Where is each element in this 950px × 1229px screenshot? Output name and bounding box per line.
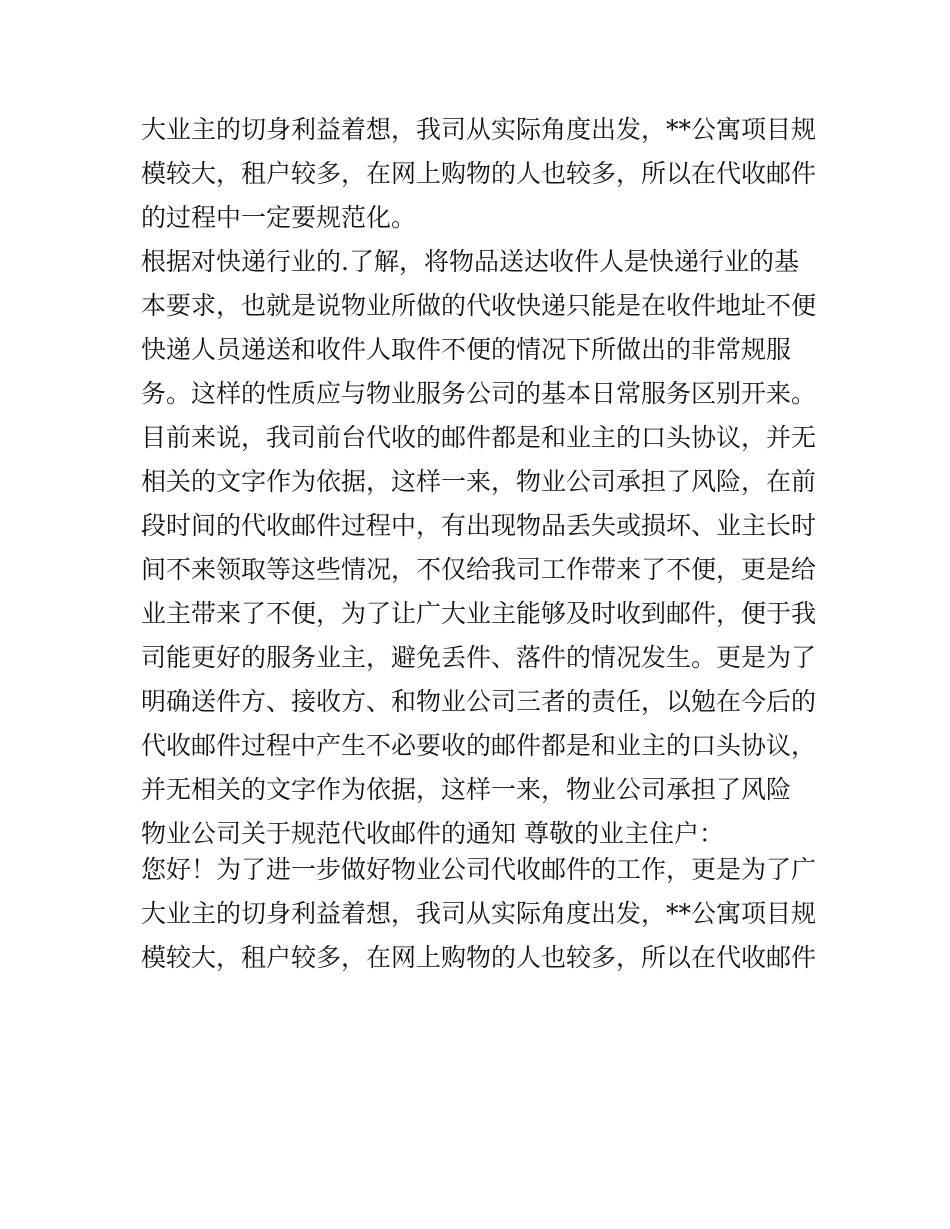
document-body: [141, 108, 821, 980]
text-line: 的过程中一定要规范化。: [141, 203, 417, 232]
text-line: 代收邮件过程中产生不必要收的邮件都是和业主的口头协议，: [141, 731, 817, 760]
notice-title-line: 物业公司关于规范代收邮件的通知 尊敬的业主住户：: [141, 819, 724, 848]
greeting-line: 您好！为了进一步做好物业公司代收邮件的工作，更是为了广: [141, 855, 817, 884]
text-line: 段时间的代收邮件过程中，有出现物品丢失或损坏、业主长时: [141, 511, 817, 540]
text-line: 目前来说，我司前台代收的邮件都是和业主的口头协议，并无: [141, 423, 817, 452]
text-line: 相关的文字作为依据，这样一来，物业公司承担了风险，在前: [141, 467, 817, 496]
text-line: 并无相关的文字作为依据，这样一来，物业公司承担了风险: [141, 775, 792, 804]
text-line: 业主带来了不便，为了让广大业主能够及时收到邮件，便于我: [141, 599, 817, 628]
text-line: 明确送件方、接收方、和物业公司三者的责任，以勉在今后的: [141, 687, 817, 716]
text-line: 大业主的切身利益着想，我司从实际角度出发，**公寓项目规: [141, 115, 817, 144]
text-line: 务。这样的性质应与物业服务公司的基本日常服务区别开来。: [141, 379, 817, 408]
text-line: 模较大，租户较多，在网上购物的人也较多，所以在代收邮件: [141, 943, 817, 972]
text-line: 间不来领取等这些情况，不仅给我司工作带来了不便，更是给: [141, 555, 817, 584]
text-line: 根据对快递行业的.了解，将物品送达收件人是快递行业的基: [141, 247, 799, 276]
text-line: 司能更好的服务业主，避免丢件、落件的情况发生。更是为了: [141, 643, 817, 672]
text-line: 快递人员递送和收件人取件不便的情况下所做出的非常规服: [141, 335, 792, 364]
text-line: 本要求，也就是说物业所做的代收快递只能是在收件地址不便: [141, 291, 817, 320]
text-line: 模较大，租户较多，在网上购物的人也较多，所以在代收邮件: [141, 159, 817, 188]
text-line: 大业主的切身利益着想，我司从实际角度出发，**公寓项目规: [141, 899, 817, 928]
